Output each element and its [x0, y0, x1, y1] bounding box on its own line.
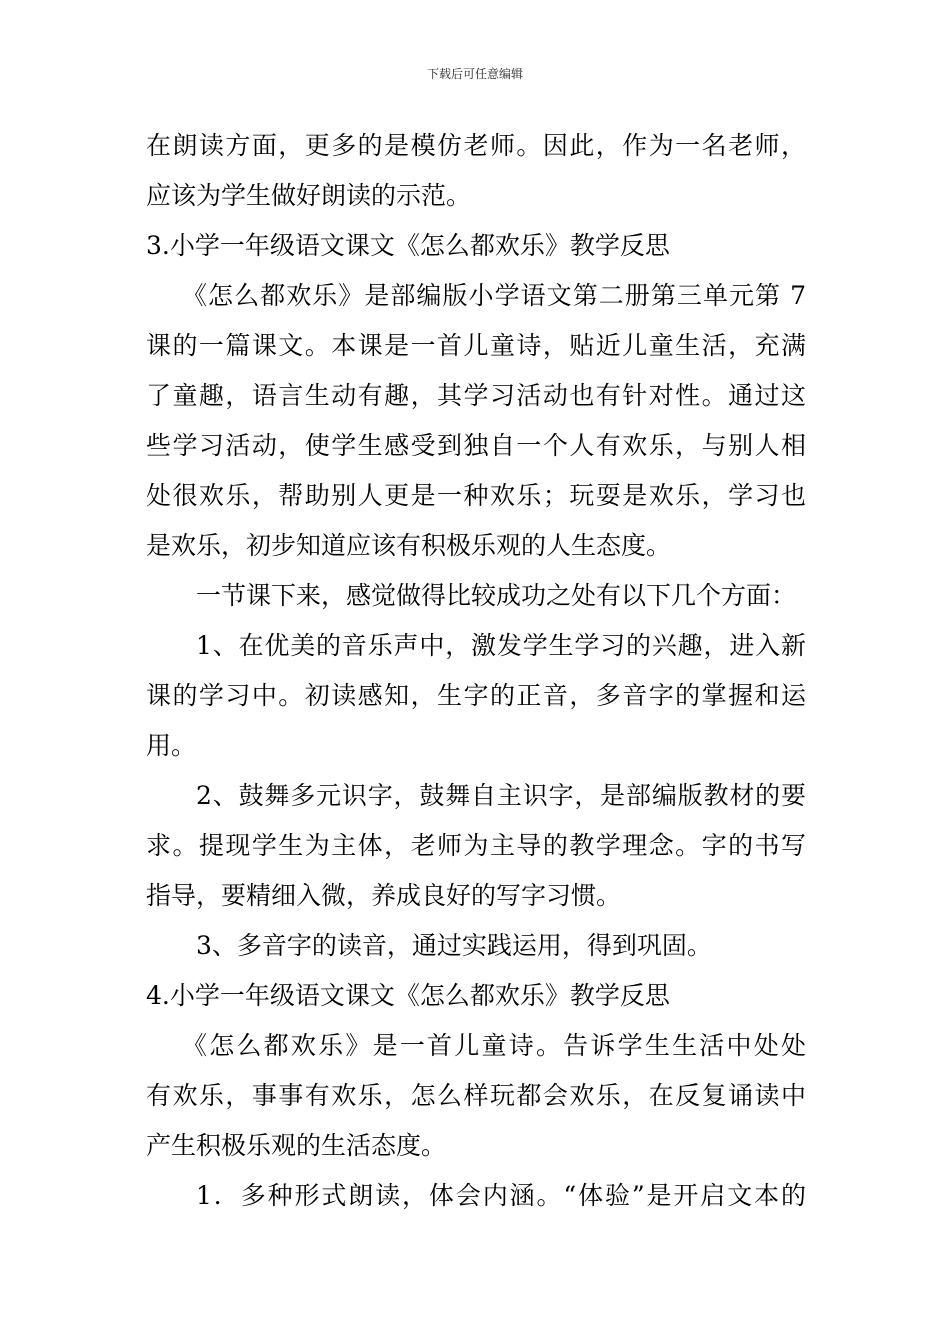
- text-line: 2、鼓舞多元识字，鼓舞自主识字，是部编版教材的要: [196, 781, 806, 810]
- text-line: 4.小学一年级语文课文《怎么都欢乐》教学反思: [146, 981, 670, 1010]
- text-line: 一节课下来，感觉做得比较成功之处有以下几个方面：: [196, 581, 797, 610]
- text-line: 求。提现学生为主体，老师为主导的教学理念。字的书写: [146, 831, 806, 860]
- text-line: 些学习活动，使学生感受到独自一个人有欢乐，与别人相: [146, 431, 806, 460]
- document-body: [146, 121, 806, 1221]
- text-line: 《怎么都欢乐》是一首儿童诗。告诉学生生活中处处: [182, 1031, 806, 1060]
- text-line: 指导，要精细入微，养成良好的写字习惯。: [146, 881, 622, 910]
- text-line: 是欢乐，初步知道应该有积极乐观的人生态度。: [146, 531, 672, 560]
- text-line: 用。: [146, 731, 197, 760]
- text-line: 课的学习中。初读感知，生字的正音，多音字的掌握和运: [146, 681, 806, 710]
- text-line: 《怎么都欢乐》是部编版小学语文第二册第三单元第 7: [182, 281, 806, 310]
- text-line: 产生积极乐观的生活态度。: [146, 1131, 447, 1160]
- text-line: 在朗读方面，更多的是模仿老师。因此，作为一名老师，: [146, 131, 806, 160]
- text-line: 课的一篇课文。本课是一首儿童诗，贴近儿童生活，充满: [146, 331, 806, 360]
- text-line: 1、在优美的音乐声中，激发学生学习的兴趣，进入新: [196, 631, 806, 660]
- text-line: 有欢乐，事事有欢乐，怎么样玩都会欢乐，在反复诵读中: [146, 1081, 806, 1110]
- text-line: 了童趣，语言生动有趣，其学习活动也有针对性。通过这: [146, 381, 806, 410]
- text-line: 1．多种形式朗读，体会内涵。“体验”是开启文本的: [196, 1181, 806, 1210]
- text-line: 处很欢乐，帮助别人更是一种欢乐；玩耍是欢乐，学习也: [146, 481, 806, 510]
- text-line: 应该为学生做好朗读的示范。: [146, 181, 472, 210]
- page-header-note: 下载后可任意编辑: [426, 67, 523, 81]
- text-line: 3.小学一年级语文课文《怎么都欢乐》教学反思: [146, 231, 670, 260]
- text-line: 3、多音字的读音，通过实践运用，得到巩固。: [196, 931, 712, 960]
